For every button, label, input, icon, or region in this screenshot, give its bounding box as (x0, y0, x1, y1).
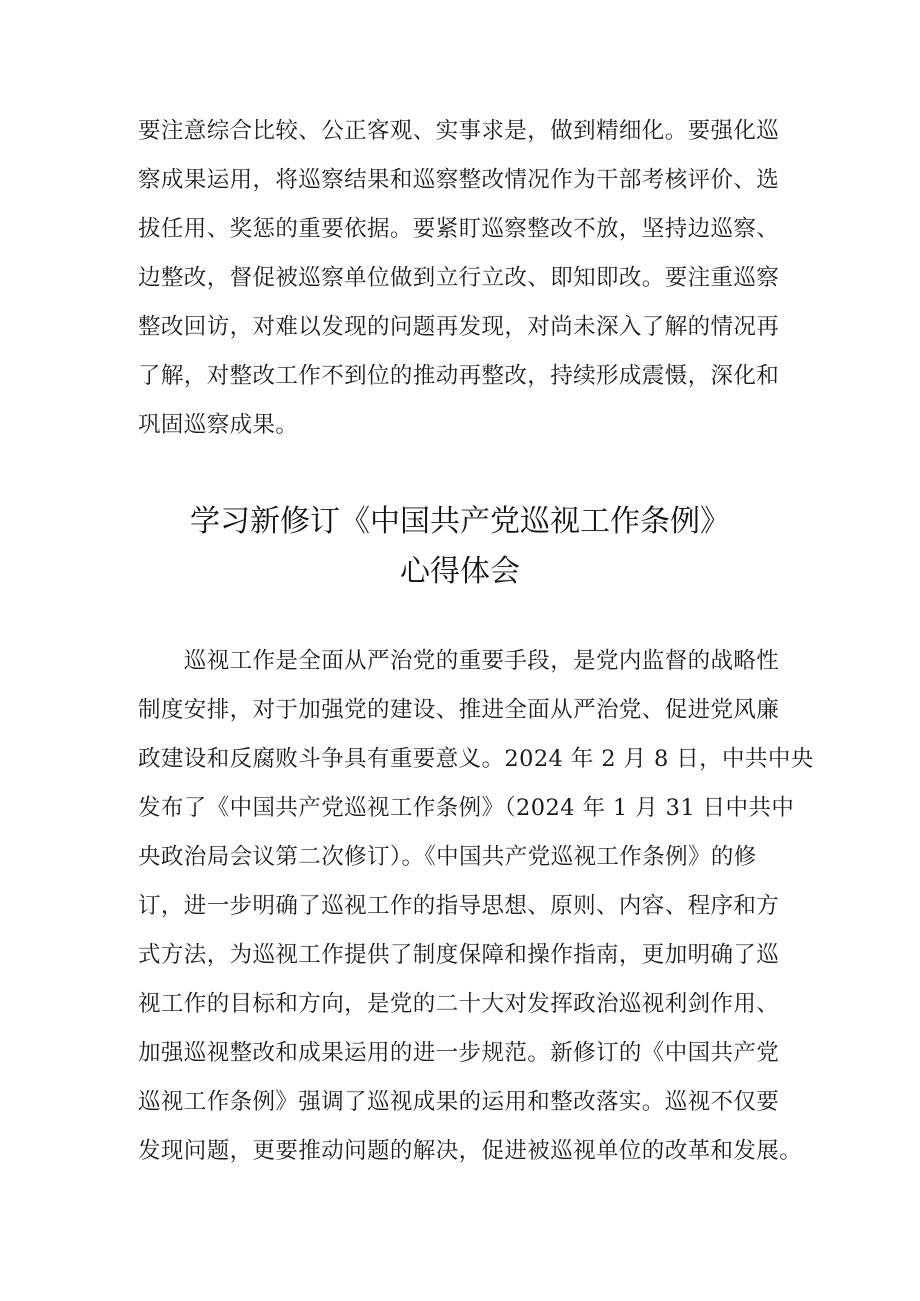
paragraph-line: 整改回访，对难以发现的问题再发现，对尚未深入了解的情况再 (138, 314, 780, 340)
paragraph-line: 加强巡视整改和成果运用的进一步规范。新修订的《中国共产党 (138, 1040, 780, 1066)
paragraph-line: 察成果运用，将巡察结果和巡察整改情况作为干部考核评价、选 (138, 167, 780, 193)
paragraph-line: 央政治局会议第二次修订）。《中国共产党巡视工作条例》的修 (138, 844, 757, 870)
paragraph-line: 巡视工作条例》强调了巡视成果的运用和整改落实。巡视不仅要 (138, 1089, 780, 1115)
paragraph-line: 了解，对整改工作不到位的推动再整改，持续形成震慑，深化和 (138, 363, 780, 389)
continuation-paragraph (138, 107, 798, 450)
paragraph-line: 巩固巡察成果。 (138, 412, 299, 438)
paragraph-line: 制度安排，对于加强党的建设、推进全面从严治党、促进党风廉 (138, 697, 780, 723)
paragraph-line: 订，进一步明确了巡视工作的指导思想、原则、内容、程序和方 (138, 893, 780, 919)
paragraph-line: 拔任用、奖惩的重要依据。要紧盯巡察整改不放，坚持边巡察、 (138, 216, 780, 242)
paragraph-line: 要注意综合比较、公正客观、实事求是，做到精细化。要强化巡 (138, 118, 780, 144)
article-title (0, 497, 920, 597)
intro-paragraph (138, 637, 814, 1176)
paragraph-line: 发现问题，更要推动问题的解决，促进被巡视单位的改革和发展。 (138, 1138, 803, 1164)
paragraph-line: 边整改，督促被巡察单位做到立行立改、即知即改。要注重巡察 (138, 265, 780, 291)
paragraph-line: 发布了《中国共产党巡视工作条例》（2024 年 1 月 31 日中共中 (138, 795, 795, 821)
title-line-1: 学习新修订《中国共产党巡视工作条例》 (190, 504, 730, 539)
paragraph-line: 视工作的目标和方向，是党的二十大对发挥政治巡视利剑作用、 (138, 991, 780, 1017)
paragraph-line: 巡视工作是全面从严治党的重要手段，是党内监督的战略性 (138, 648, 780, 674)
paragraph-line: 政建设和反腐败斗争具有重要意义。2024 年 2 月 8 日，中共中央 (138, 746, 814, 772)
title-line-2: 心得体会 (400, 554, 520, 589)
paragraph-line: 式方法，为巡视工作提供了制度保障和操作指南，更加明确了巡 (138, 942, 780, 968)
